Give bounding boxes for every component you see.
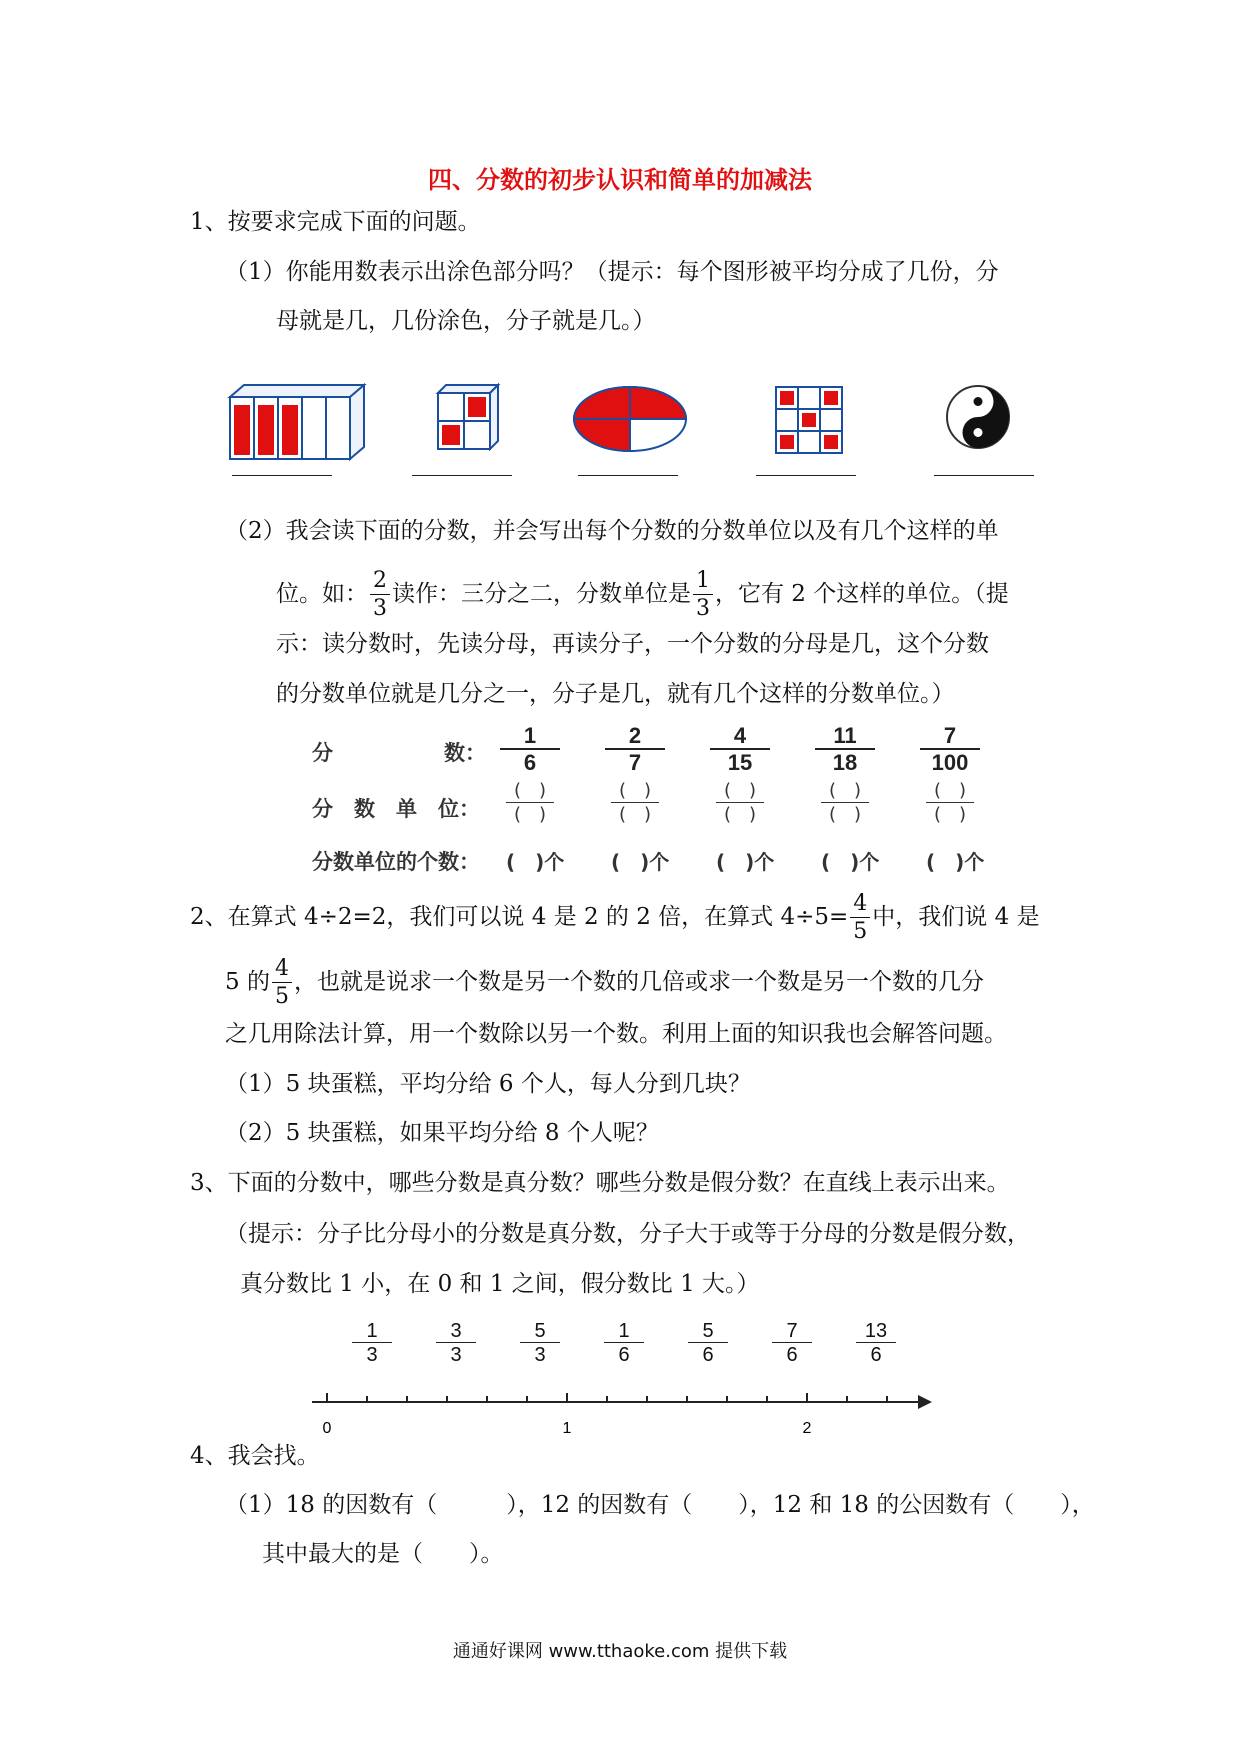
unit-answer-4[interactable]: ( ) ( ) — [821, 780, 869, 827]
q2-line1: 2、在算式 4÷2=2，我们可以说 4 是 2 的 2 倍，在算式 4÷5= $\frac{4}{5}$ 中，我们说 4 是 — [190, 891, 1040, 944]
q2-sub1: （1）5 块蛋糕，平均分给 6 个人，每人分到几块？ — [225, 1071, 751, 1097]
example-fraction: $\frac{2}{3}$ — [370, 570, 390, 620]
yin-yang-icon — [947, 386, 1009, 448]
q2-fraction-b: $\frac{4}{5}$ — [272, 958, 292, 1008]
q4-line1: （1）18 的因数有（ ），12 的因数有（ ），12 和 18 的公因数有（ ）， — [225, 1492, 1095, 1518]
q2-sub2: （2）5 块蛋糕，如果平均分给 8 个人呢？ — [225, 1120, 659, 1146]
table-fraction-1: 1 6 — [500, 724, 560, 776]
cube-figure — [438, 385, 498, 449]
table-row-count-label: 分数单位的个数： — [312, 850, 480, 874]
unit-fraction: $\frac{1}{3}$ — [693, 570, 713, 620]
ellipse-figure — [574, 387, 686, 451]
shaded-figures — [0, 375, 1240, 465]
count-answer-4[interactable]: ( )个 — [821, 850, 880, 874]
q2-line3: 之几用除法计算，用一个数除以另一个数。利用上面的知识我也会解答问题。 — [225, 1021, 1007, 1047]
q2-fraction-a: $\frac{4}{5}$ — [850, 893, 870, 943]
number-line-axis — [312, 1393, 932, 1409]
example-reading: 读作：三分之二，分数单位是 — [392, 581, 691, 607]
table-row-fraction-label-a: 分 — [312, 741, 333, 765]
q1-part1-line1: （1）你能用数表示出涂色部分吗？（提示：每个图形被平均分成了几份，分 — [225, 259, 999, 285]
table-fraction-4: 11 18 — [815, 724, 875, 776]
unit-answer-5[interactable]: ( ) ( ) — [926, 780, 974, 827]
q1-part2-line1: （2）我会读下面的分数，并会写出每个分数的分数单位以及有几个这样的单 — [225, 518, 999, 544]
q3-line2: （提示：分子比分母小的分数是真分数，分子大于或等于分母的分数是假分数， — [225, 1221, 1030, 1247]
q3-line3: 真分数比 1 小，在 0 和 1 之间，假分数比 1 大。） — [240, 1271, 760, 1297]
q1-part2-line3: 示：读分数时，先读分母，再读分子，一个分数的分母是几，这个分数 — [276, 631, 989, 657]
q3-fraction-3: 5 3 — [520, 1320, 560, 1367]
count-answer-2[interactable]: ( )个 — [611, 850, 670, 874]
unit-answer-3[interactable]: ( ) ( ) — [716, 780, 764, 827]
q2-line2: 5 的 $\frac{4}{5}$ ，也就是说求一个数是另一个数的几倍或求一个数是另一个数的几分 — [225, 956, 984, 1009]
unit-answer-1[interactable]: ( ) ( ) — [506, 780, 554, 827]
table-fraction-3: 4 15 — [710, 724, 770, 776]
count-answer-1[interactable]: ( )个 — [506, 850, 565, 874]
q1-part1-line2: 母就是几，几份涂色，分子就是几。） — [276, 308, 656, 334]
q1-part2-line4: 的分数单位就是几分之一，分子是几，就有几个这样的分数单位。） — [276, 681, 955, 707]
q4-heading: 4、我会找。 — [190, 1443, 320, 1469]
answer-blank-1[interactable] — [232, 475, 332, 476]
q1-part2-line2 — [276, 570, 1009, 620]
page-footer: 通通好课网 www.tthaoke.com 提供下载 — [452, 1641, 788, 1662]
q3-fraction-1: 1 3 — [352, 1320, 392, 1367]
page-title: 四、分数的初步认识和简单的加减法 — [428, 166, 812, 194]
example-suffix: ，它有 2 个这样的单位。（提 — [715, 581, 1009, 607]
axis-label-2: 2 — [802, 1420, 812, 1437]
table-row-unit-label: 分 数 单 位： — [312, 797, 480, 821]
q3-line1: 3、下面的分数中，哪些分数是真分数？哪些分数是假分数？在直线上表示出来。 — [190, 1170, 1010, 1196]
grid-figure — [776, 387, 842, 453]
answer-blank-4[interactable] — [756, 475, 856, 476]
answer-blank-2[interactable] — [412, 475, 512, 476]
q3-fraction-2: 3 3 — [436, 1320, 476, 1367]
cuboid-figure — [230, 385, 364, 459]
q4-line2: 其中最大的是（ ）。 — [262, 1541, 504, 1567]
table-row-fraction-label-b: 数： — [444, 741, 486, 765]
number-line — [0, 1380, 1240, 1440]
axis-label-0: 0 — [322, 1420, 332, 1437]
q1-heading: 1、按要求完成下面的问题。 — [190, 209, 481, 235]
table-fraction-5: 7 100 — [920, 724, 980, 776]
count-answer-5[interactable]: ( )个 — [926, 850, 985, 874]
axis-arrow-icon — [918, 1395, 932, 1409]
example-prefix: 位。如： — [276, 581, 368, 607]
q3-fraction-4: 1 6 — [604, 1320, 644, 1367]
answer-blank-5[interactable] — [934, 475, 1034, 476]
q3-fraction-6: 7 6 — [772, 1320, 812, 1367]
count-answer-3[interactable]: ( )个 — [716, 850, 775, 874]
axis-label-1: 1 — [562, 1420, 572, 1437]
table-fraction-2: 2 7 — [605, 724, 665, 776]
unit-answer-2[interactable]: ( ) ( ) — [611, 780, 659, 827]
q3-fraction-7: 13 6 — [856, 1320, 896, 1367]
q3-fraction-5: 5 6 — [688, 1320, 728, 1367]
answer-blank-3[interactable] — [578, 475, 678, 476]
